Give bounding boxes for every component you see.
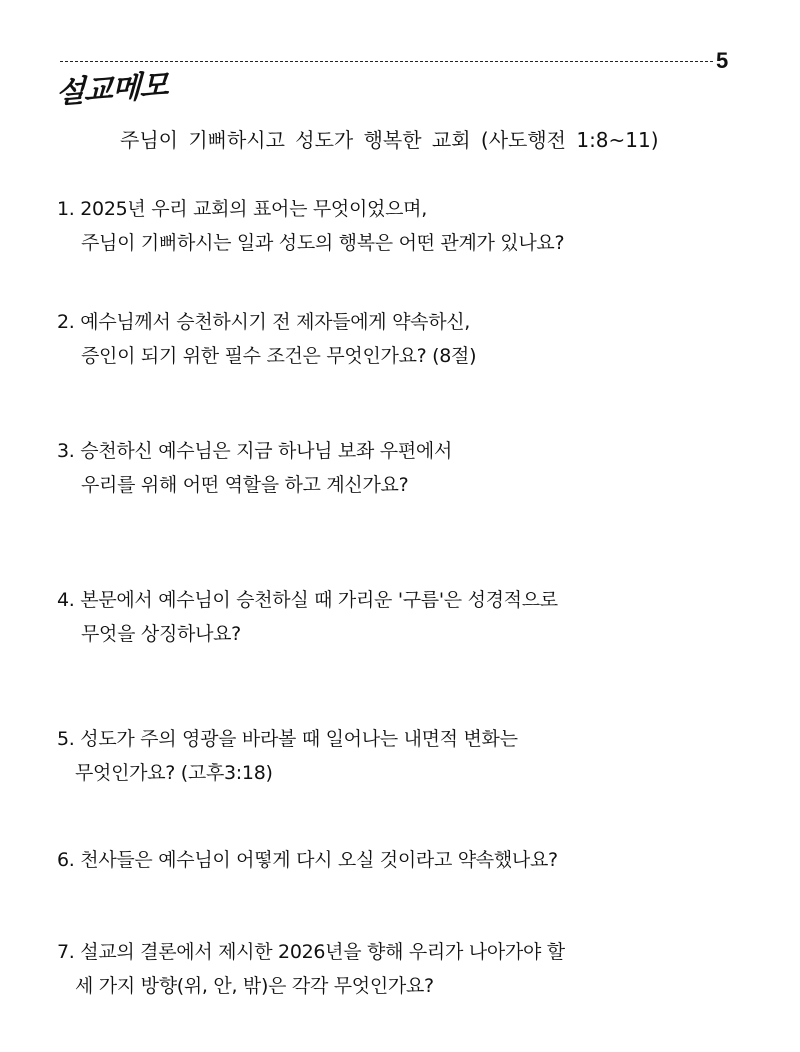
memo-title: 설교메모 [55, 68, 169, 112]
question-6-line-1: 6. 천사들은 예수님이 어떻게 다시 오실 것이라고 약속했나요? [57, 849, 558, 871]
question-1 [57, 192, 564, 260]
question-6 [57, 843, 558, 877]
question-3-line-2: 우리를 위해 어떤 역할을 하고 계신가요? [81, 474, 409, 496]
question-7-line-2: 세 가지 방향(위, 안, 밖)은 각각 무엇인가요? [75, 975, 434, 997]
page-number: 5 [716, 48, 729, 73]
question-7 [57, 935, 565, 1003]
question-5 [57, 722, 518, 790]
question-5-line-1: 5. 성도가 주의 영광을 바라볼 때 일어나는 내면적 변화는 [57, 728, 518, 750]
question-1-line-2: 주님이 기뻐하시는 일과 성도의 행복은 어떤 관계가 있나요? [81, 232, 565, 254]
sermon-title: 주님이 기뻐하시고 성도가 행복한 교회 (사도행전 1:8~11) [120, 128, 659, 152]
question-4 [57, 583, 558, 651]
header-dashed-rule [60, 61, 713, 62]
question-7-line-1: 7. 설교의 결론에서 제시한 2026년을 향해 우리가 나아가야 할 [57, 941, 565, 963]
question-3 [57, 434, 452, 502]
question-4-line-2: 무엇을 상징하나요? [81, 623, 241, 645]
question-3-line-1: 3. 승천하신 예수님은 지금 하나님 보좌 우편에서 [57, 440, 452, 462]
question-2-line-1: 2. 예수님께서 승천하시기 전 제자들에게 약속하신, [57, 311, 471, 333]
question-5-line-2: 무엇인가요? (고후3:18) [75, 762, 273, 784]
question-2-line-2: 증인이 되기 위한 필수 조건은 무엇인가요? (8절) [81, 345, 477, 367]
question-4-line-1: 4. 본문에서 예수님이 승천하실 때 가리운 '구름'은 성경적으로 [57, 589, 558, 611]
question-1-line-1: 1. 2025년 우리 교회의 표어는 무엇이었으며, [57, 198, 427, 220]
question-2 [57, 305, 476, 373]
